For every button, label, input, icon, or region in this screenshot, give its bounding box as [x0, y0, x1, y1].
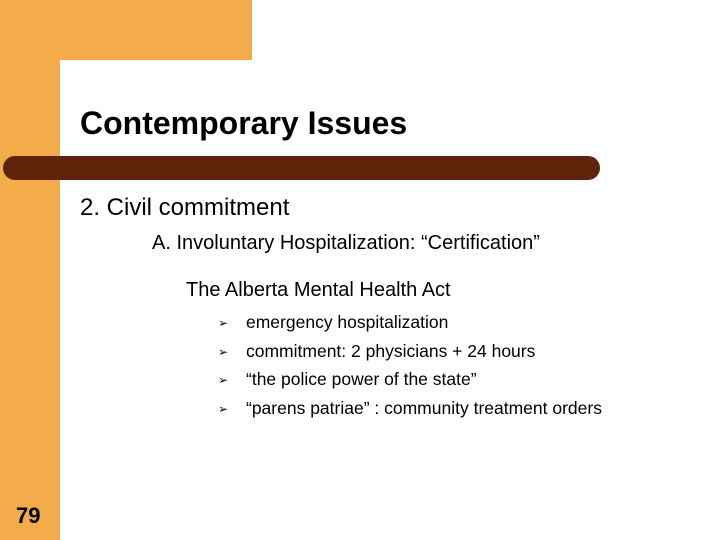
- bullet-text: “the police power of the state”: [246, 369, 477, 389]
- slide-title: Contemporary Issues: [80, 105, 408, 141]
- subsection-heading: A. Involuntary Hospitalization: “Certification”: [152, 232, 540, 254]
- page-number: 79: [16, 503, 41, 528]
- list-item: [218, 397, 602, 426]
- title-underline-bar: [3, 156, 600, 180]
- bullet-text: commitment: 2 physicians + 24 hours: [246, 340, 536, 361]
- bullet-text: emergency hospitalization: [246, 312, 449, 332]
- section-heading: 2. Civil commitment: [80, 194, 290, 221]
- arrow-bullet-icon: ➢: [218, 316, 229, 330]
- list-item: [218, 368, 602, 397]
- list-item: [218, 311, 602, 340]
- top-accent-block: [0, 0, 252, 60]
- bullet-text: “parens patriae” : community treatment orders: [246, 397, 602, 418]
- arrow-bullet-icon: ➢: [218, 373, 229, 387]
- arrow-bullet-icon: ➢: [218, 401, 229, 416]
- bullet-list: [218, 311, 602, 425]
- left-accent-bar: [0, 0, 60, 540]
- arrow-bullet-icon: ➢: [218, 344, 229, 359]
- list-item: [218, 340, 602, 369]
- act-name: The Alberta Mental Health Act: [186, 279, 451, 301]
